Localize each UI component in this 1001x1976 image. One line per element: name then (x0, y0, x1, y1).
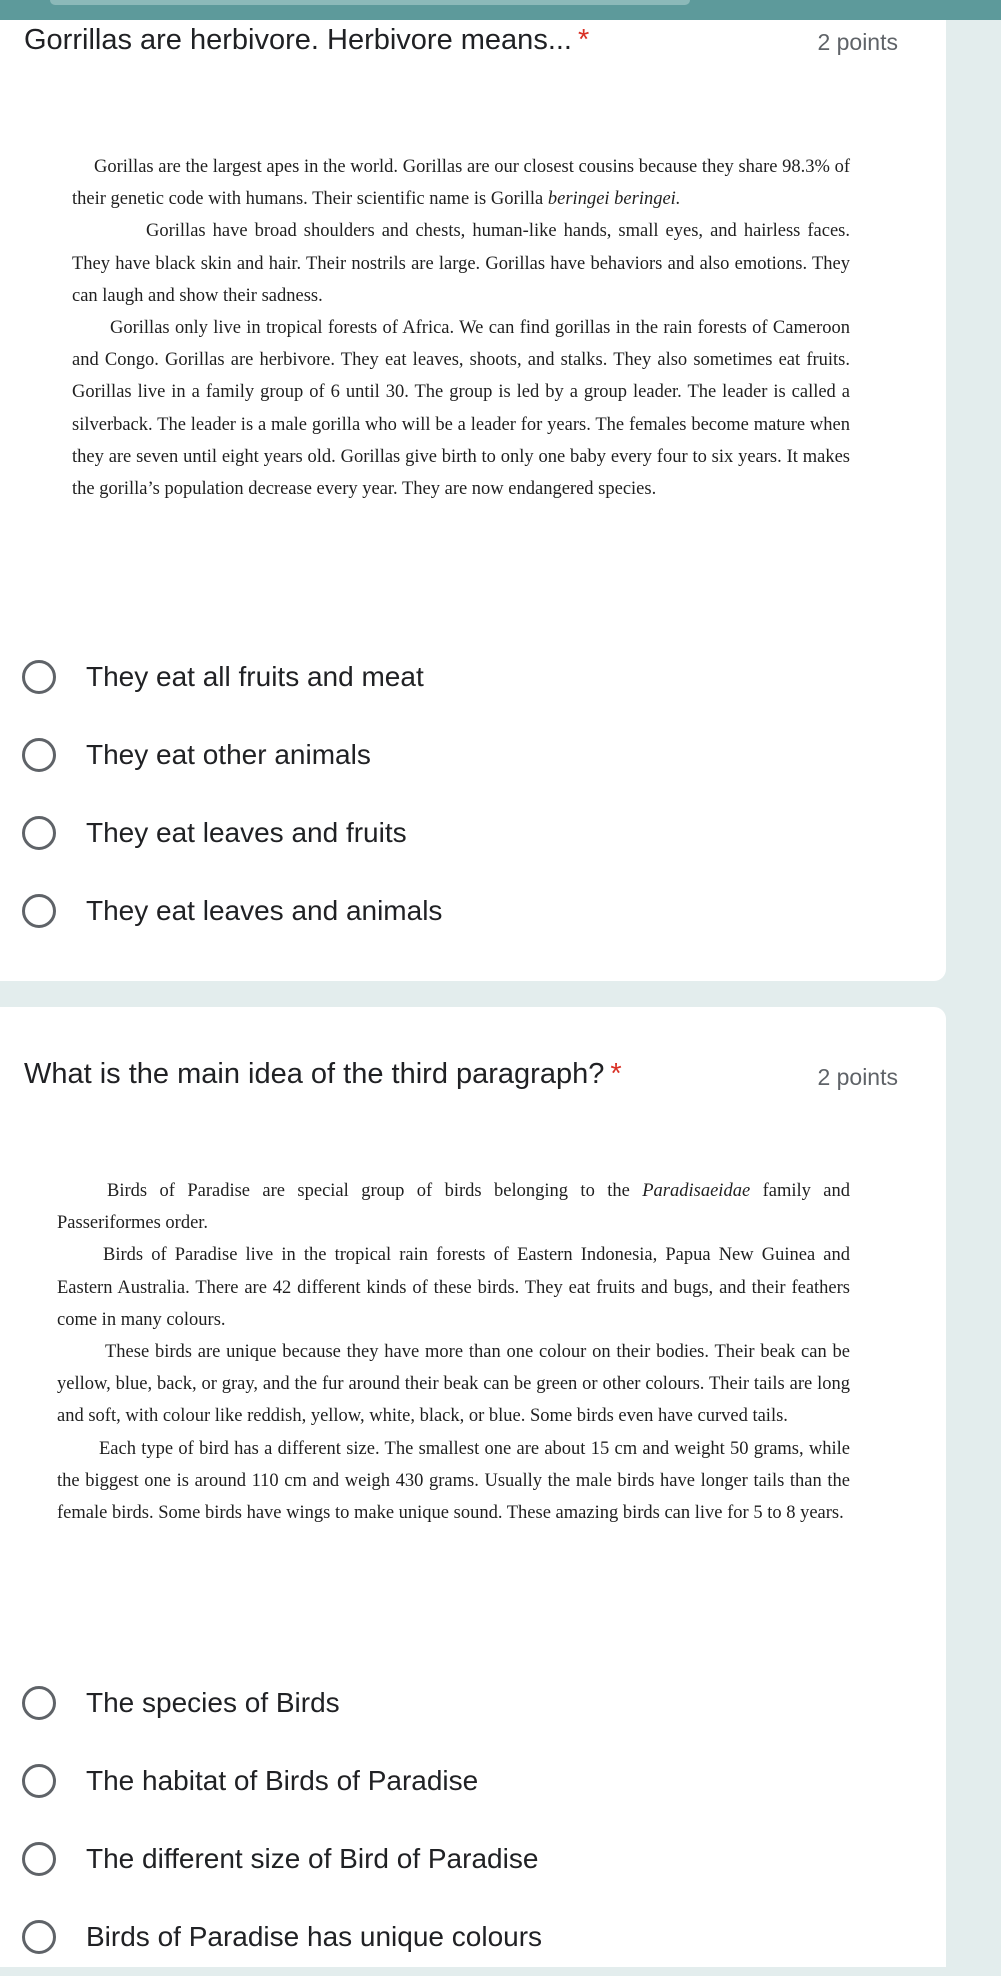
option-radio[interactable] (22, 872, 442, 950)
passage-paragraph (57, 1175, 850, 1239)
option-radio[interactable] (22, 716, 442, 794)
points-label: 2 points (817, 1064, 898, 1090)
points-label: 2 points (817, 29, 898, 55)
answer-options (22, 638, 442, 950)
radio-circle-icon[interactable] (22, 1920, 56, 1954)
option-radio[interactable] (22, 1664, 542, 1742)
answer-options (22, 1664, 542, 1976)
passage-paragraph: Gorillas have broad shoulders and chests, human-like hands, small eyes, and hairless faces. They have black skin and hair. Their nostrils are large. Gorillas have behaviors and also emotions. They can laugh and show their sadness. (72, 221, 850, 306)
option-radio[interactable] (22, 794, 442, 872)
family-name: Paradisaeidae (642, 1181, 751, 1201)
top-accent-tab (50, 0, 690, 5)
question-card-1 (0, 20, 946, 981)
option-radio[interactable] (22, 1742, 542, 1820)
passage-paragraph: These birds are unique because they have more than one colour on their bodies. Their beak can be yellow, blue, back, or gray, and the fur around their beak can be green or other colours. Their tails are long and soft, with colour like reddish, yellow, white, black, or blue. Some birds even have curved tails. (57, 1342, 850, 1427)
option-label[interactable]: The different size of Bird of Paradise (86, 1843, 539, 1874)
radio-circle-icon[interactable] (22, 738, 56, 772)
passage-paragraph: Each type of bird has a different size. The smallest one are about 15 cm and weight 50 grams, while the biggest one is around 110 cm and weigh 430 grams. Usually the male birds have longer tails than the female birds. Some birds have wings to make unique sound. These amazing birds can live for 5 to 8 years. (57, 1438, 850, 1524)
radio-circle-icon[interactable] (22, 1686, 56, 1720)
option-label[interactable]: They eat leaves and fruits (86, 817, 407, 848)
question-title (24, 1058, 622, 1091)
passage-image-birds (57, 1175, 850, 1529)
passage-text: Gorillas are the largest apes in the world. Gorillas are our closest cousins because they share 98.3% of their genetic code with humans. Their scientific name is Gorilla (72, 157, 850, 210)
passage-text: family and Passeriformes order. (57, 1181, 850, 1234)
radio-circle-icon[interactable] (22, 660, 56, 694)
option-radio[interactable] (22, 638, 442, 716)
option-label[interactable]: They eat other animals (86, 739, 371, 770)
passage-paragraph (72, 151, 850, 215)
option-radio[interactable] (22, 1820, 542, 1898)
radio-circle-icon[interactable] (22, 1764, 56, 1798)
passage-paragraph: Birds of Paradise live in the tropical rain forests of Eastern Indonesia, Papua New Guinea and Eastern Australia. There are 42 different kinds of these birds. They eat fruits and bugs, and their feathers come in many colours. (57, 1245, 850, 1330)
page-background-strip (946, 20, 1001, 1951)
option-label[interactable]: Birds of Paradise has unique colours (86, 1921, 543, 1952)
option-label[interactable]: They eat leaves and animals (86, 895, 443, 926)
question-title-text: Gorrillas are herbivore. Herbivore means... (24, 24, 572, 56)
question-card-2 (0, 1007, 946, 1967)
option-label[interactable]: The species of Birds (86, 1687, 340, 1718)
radio-circle-icon[interactable] (22, 1842, 56, 1876)
option-label[interactable]: They eat all fruits and meat (86, 661, 424, 692)
top-accent-bar (0, 0, 1001, 20)
radio-circle-icon[interactable] (22, 816, 56, 850)
scientific-name: beringei beringei. (547, 189, 681, 210)
radio-circle-icon[interactable] (22, 894, 56, 928)
option-radio[interactable] (22, 1898, 542, 1976)
question-title (24, 24, 589, 57)
required-asterisk: * (610, 1058, 622, 1090)
question-title-text: What is the main idea of the third paragraph? (24, 1058, 605, 1090)
passage-image-gorillas (72, 151, 850, 505)
required-asterisk: * (577, 24, 590, 56)
option-label[interactable]: The habitat of Birds of Paradise (86, 1765, 479, 1796)
passage-text: Birds of Paradise are special group of birds belonging to the (107, 1181, 643, 1201)
passage-paragraph: Gorillas only live in tropical forests of Africa. We can find gorillas in the rain forests of Cameroon and Congo. Gorillas are herbivore. They eat leaves, shoots, and stalks. They also sometimes eat fruits. Gorillas live in a family group of 6 until 30. The group is led by a group leader. The leader is called a silverback. The leader is a male gorilla who will be a leader for years. The females become mature when they are seven until eight years old. Gorillas give birth to only one baby every four to six years. It makes the gorilla’s population decrease every year. They are now endangered species. (72, 318, 850, 500)
